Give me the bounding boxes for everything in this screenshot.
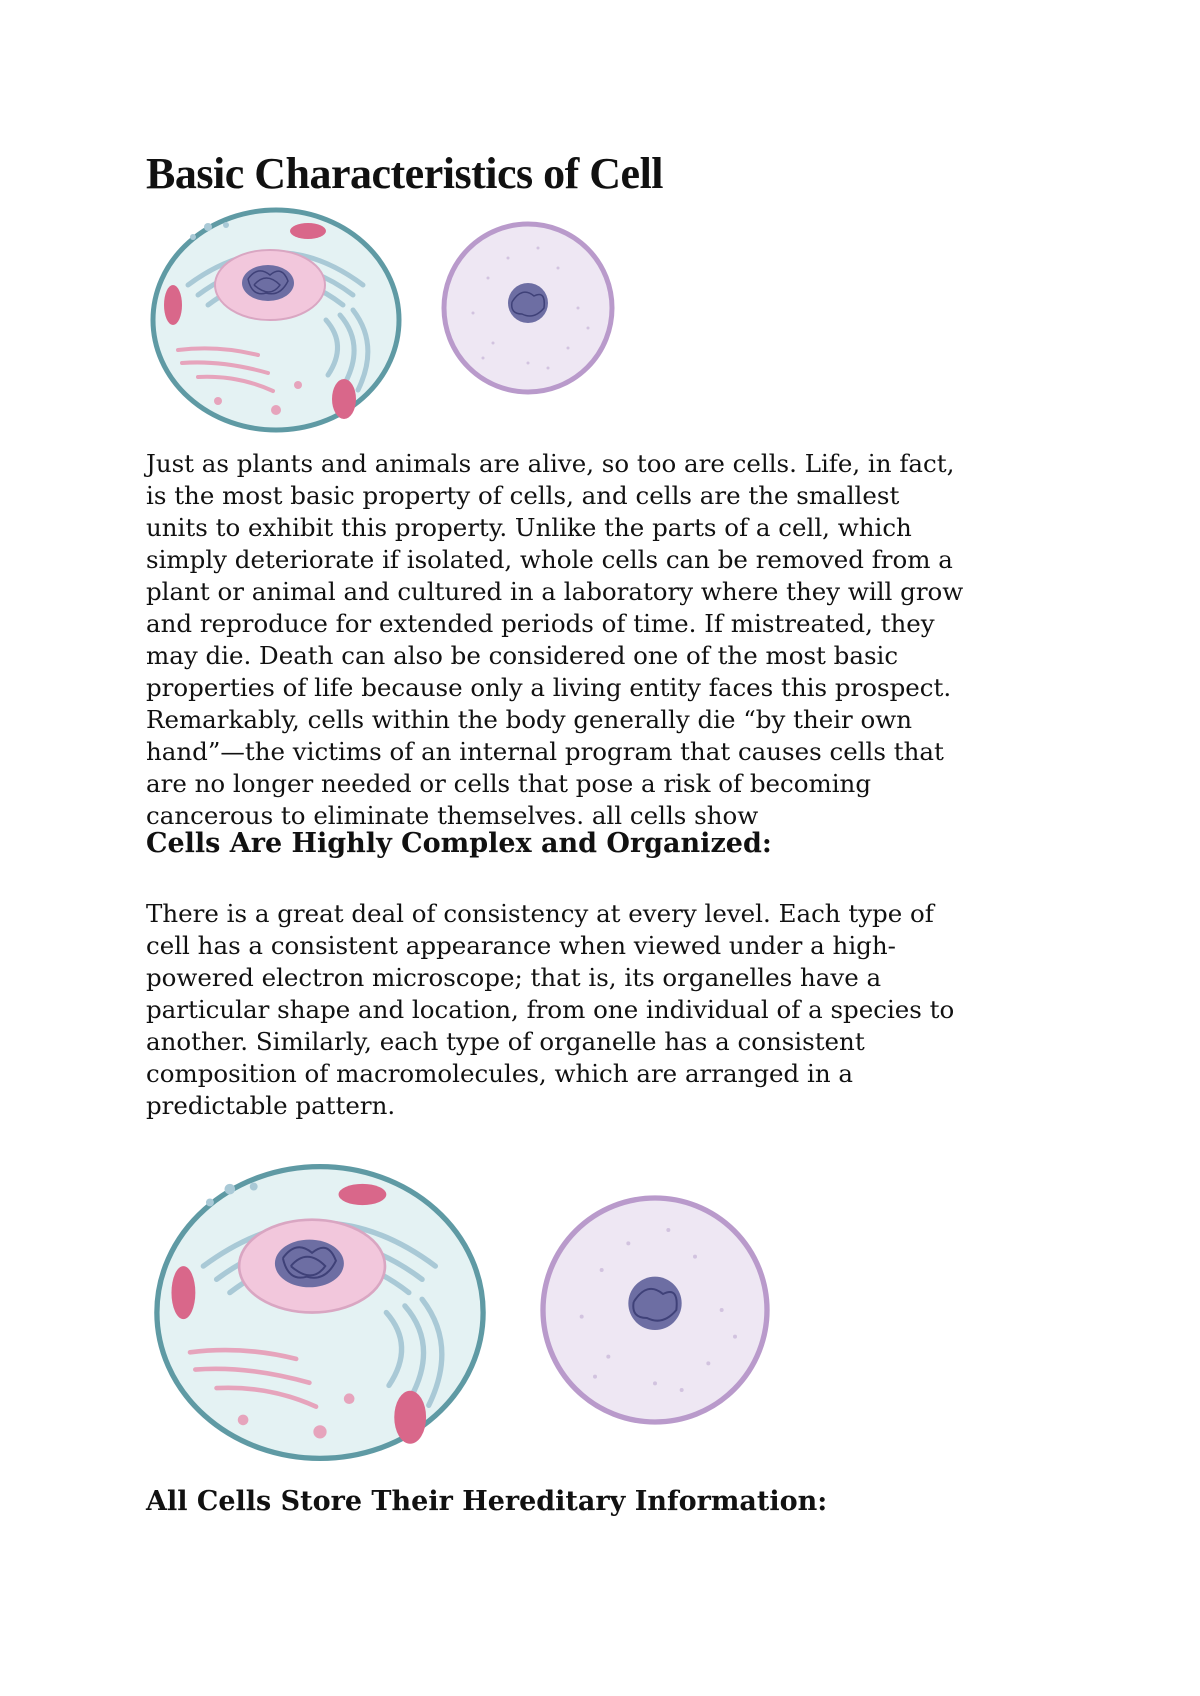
paragraph-organized: There is a great deal of consistency at every level. Each type of cell has a consistent appearance when viewed under a high- powered electron microscope; that is, its organelles have a particular shape and location, from one individual of a species to another. Similarly, each type of organelle has a consistent composition of macromolecules, which are arranged in a predictable pattern. (146, 899, 955, 1120)
page-title: Basic Characteristics of Cell (146, 149, 664, 198)
section-heading-hereditary: All Cells Store Their Hereditary Information: (146, 1486, 828, 1517)
animal-cell-illustration-2 (150, 1160, 490, 1465)
round-cell-illustration (438, 218, 618, 398)
animal-cell-illustration (148, 205, 404, 435)
paragraph-intro: Just as plants and animals are alive, so too are cells. Life, in fact, is the most basic property of cells, and cells are the smallest units to exhibit this property. Unlike the parts of a cell, which simply deteriorate if isolated, whole cells can be removed from a plant or animal and cultured in a laboratory where they will grow and reproduce for extended periods of time. If mistreated, they may die. Death can also be considered one of the most basic properties of life because only a living entity faces this prospect. Remarkably, cells within the body generally die “by their own hand”—the victims of an internal program that causes cells that are no longer needed or cells that pose a risk of becoming cancerous to eliminate themselves. all cells show (146, 449, 964, 830)
round-cell-illustration-2 (535, 1190, 775, 1430)
section-heading-complex: Cells Are Highly Complex and Organized: (146, 828, 772, 859)
